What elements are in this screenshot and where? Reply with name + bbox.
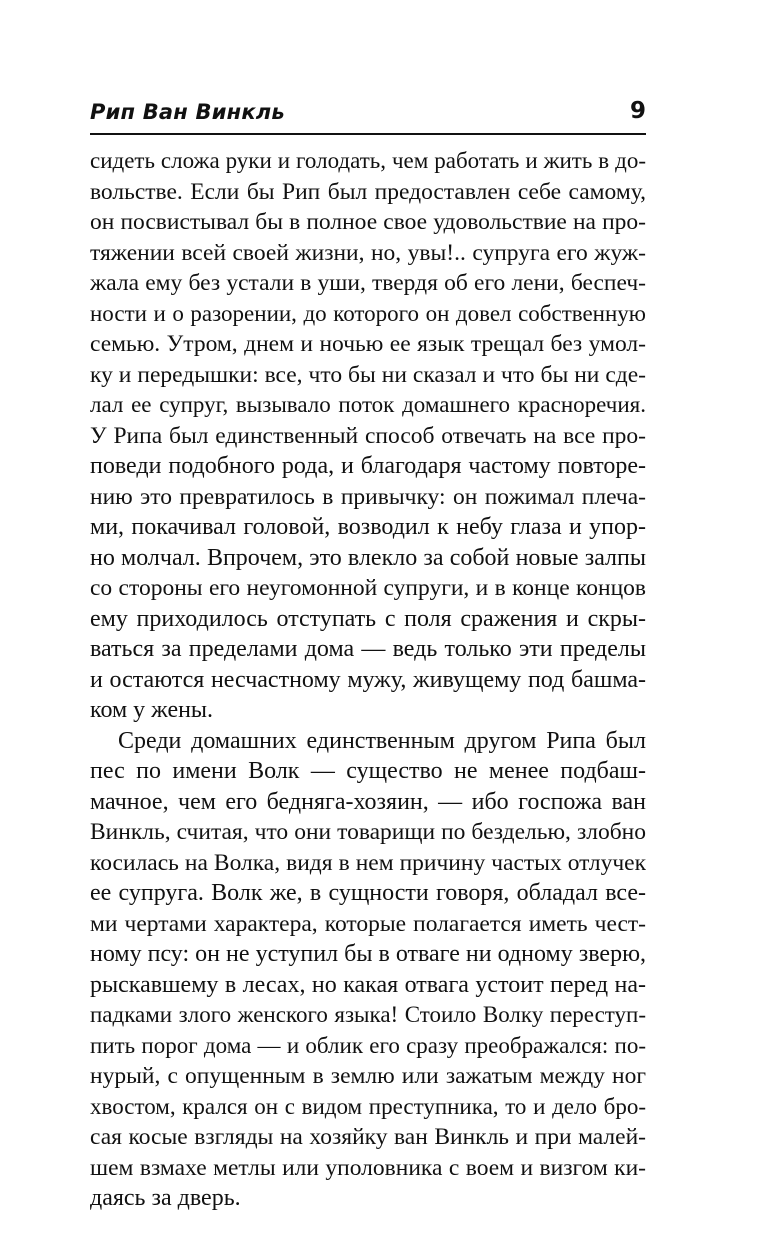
text-line: лал ее супруг, вызывало поток домашнего красноречия. [90,392,646,417]
text-line: ности и о разорении, до которого он довел собственную [90,300,646,326]
text-line: ему приходилось отступать с поля сражения и скры- [90,605,646,632]
text-line: падками злого женского языка! Стоило Волку переступ- [90,1002,646,1027]
text-line: нию это превратилось в привычку: он пожимал плеча- [90,483,646,510]
text-line: ваться за пределами дома — ведь только эти пределы [90,636,646,662]
running-title: Рип Ван Винкль [90,100,285,124]
text-line: ку и передышки: все, что бы ни сказал и что бы ни сде- [90,361,646,388]
text-line: У Рипа был единственный способ отвечать на все про- [90,422,646,449]
text-line: даясь за дверь. [90,1185,241,1211]
text-line: Среди домашних единственным другом Рипа был [118,727,646,754]
text-line: пить порог дома — и облик его сразу преображался: по- [90,1032,646,1058]
paragraph [90,146,646,726]
text-line: ком у жены. [90,697,214,723]
text-line: нурый, с опущенным в землю или зажатым между ног [90,1063,646,1089]
header-rule [90,133,646,135]
text-line: пес по имени Волк — существо не менее подбаш- [90,758,646,784]
text-line: жала ему без устали в уши, твердя об его лени, беспеч- [90,270,646,296]
text-line: сая косые взгляды на хозяйку ван Винкль и при малей- [90,1124,646,1150]
paragraph [90,726,646,1214]
text-line: хвостом, крался он с видом преступника, то и дело бро- [90,1093,646,1119]
text-line: и остаются несчастному мужу, живущему под башма- [90,666,646,693]
text-line: ми, покачивал головой, возводил к небу глаза и упор- [90,514,646,540]
text-line: ее супруга. Волк же, в сущности говоря, обладал все- [90,880,646,906]
text-line: со стороны его неугомонной супруги, и в конце концов [90,575,646,601]
running-head [90,98,646,132]
text-line: шем взмахе метлы или уполовника с воем и визгом ки- [90,1154,646,1181]
text-line: тяжении всей своей жизни, но, увы!.. супруга его жуж- [90,239,646,266]
text-line: поведи подобного рода, и благодаря частому повторе- [90,453,646,479]
body-text [90,146,646,1214]
text-line: семью. Утром, днем и ночью ее язык трещал без умол- [90,331,646,357]
text-line: Винкль, считая, что они товарищи по безделью, злобно [90,819,646,845]
text-line: но молчал. Впрочем, это влекло за собой новые залпы [90,544,646,571]
text-line: косилась на Волка, видя в нем причину частых отлучек [90,849,646,876]
text-line: рыскавшему в лесах, но какая отвага устоит перед на- [90,971,646,998]
text-line: мачное, чем его бедняга-хозяин, — ибо госпожа ван [90,788,646,815]
text-line: ному псу: он не уступил бы в отваге ни одному зверю, [90,941,646,967]
page-number: 9 [629,98,646,124]
text-line: он посвистывал бы в полное свое удовольствие на про- [90,209,646,235]
text-line: вольстве. Если бы Рип был предоставлен себе самому, [90,178,646,205]
text-line: сидеть сложа руки и голодать, чем работать и жить в до- [90,148,646,173]
text-line: ми чертами характера, которые полагается иметь чест- [90,910,646,937]
